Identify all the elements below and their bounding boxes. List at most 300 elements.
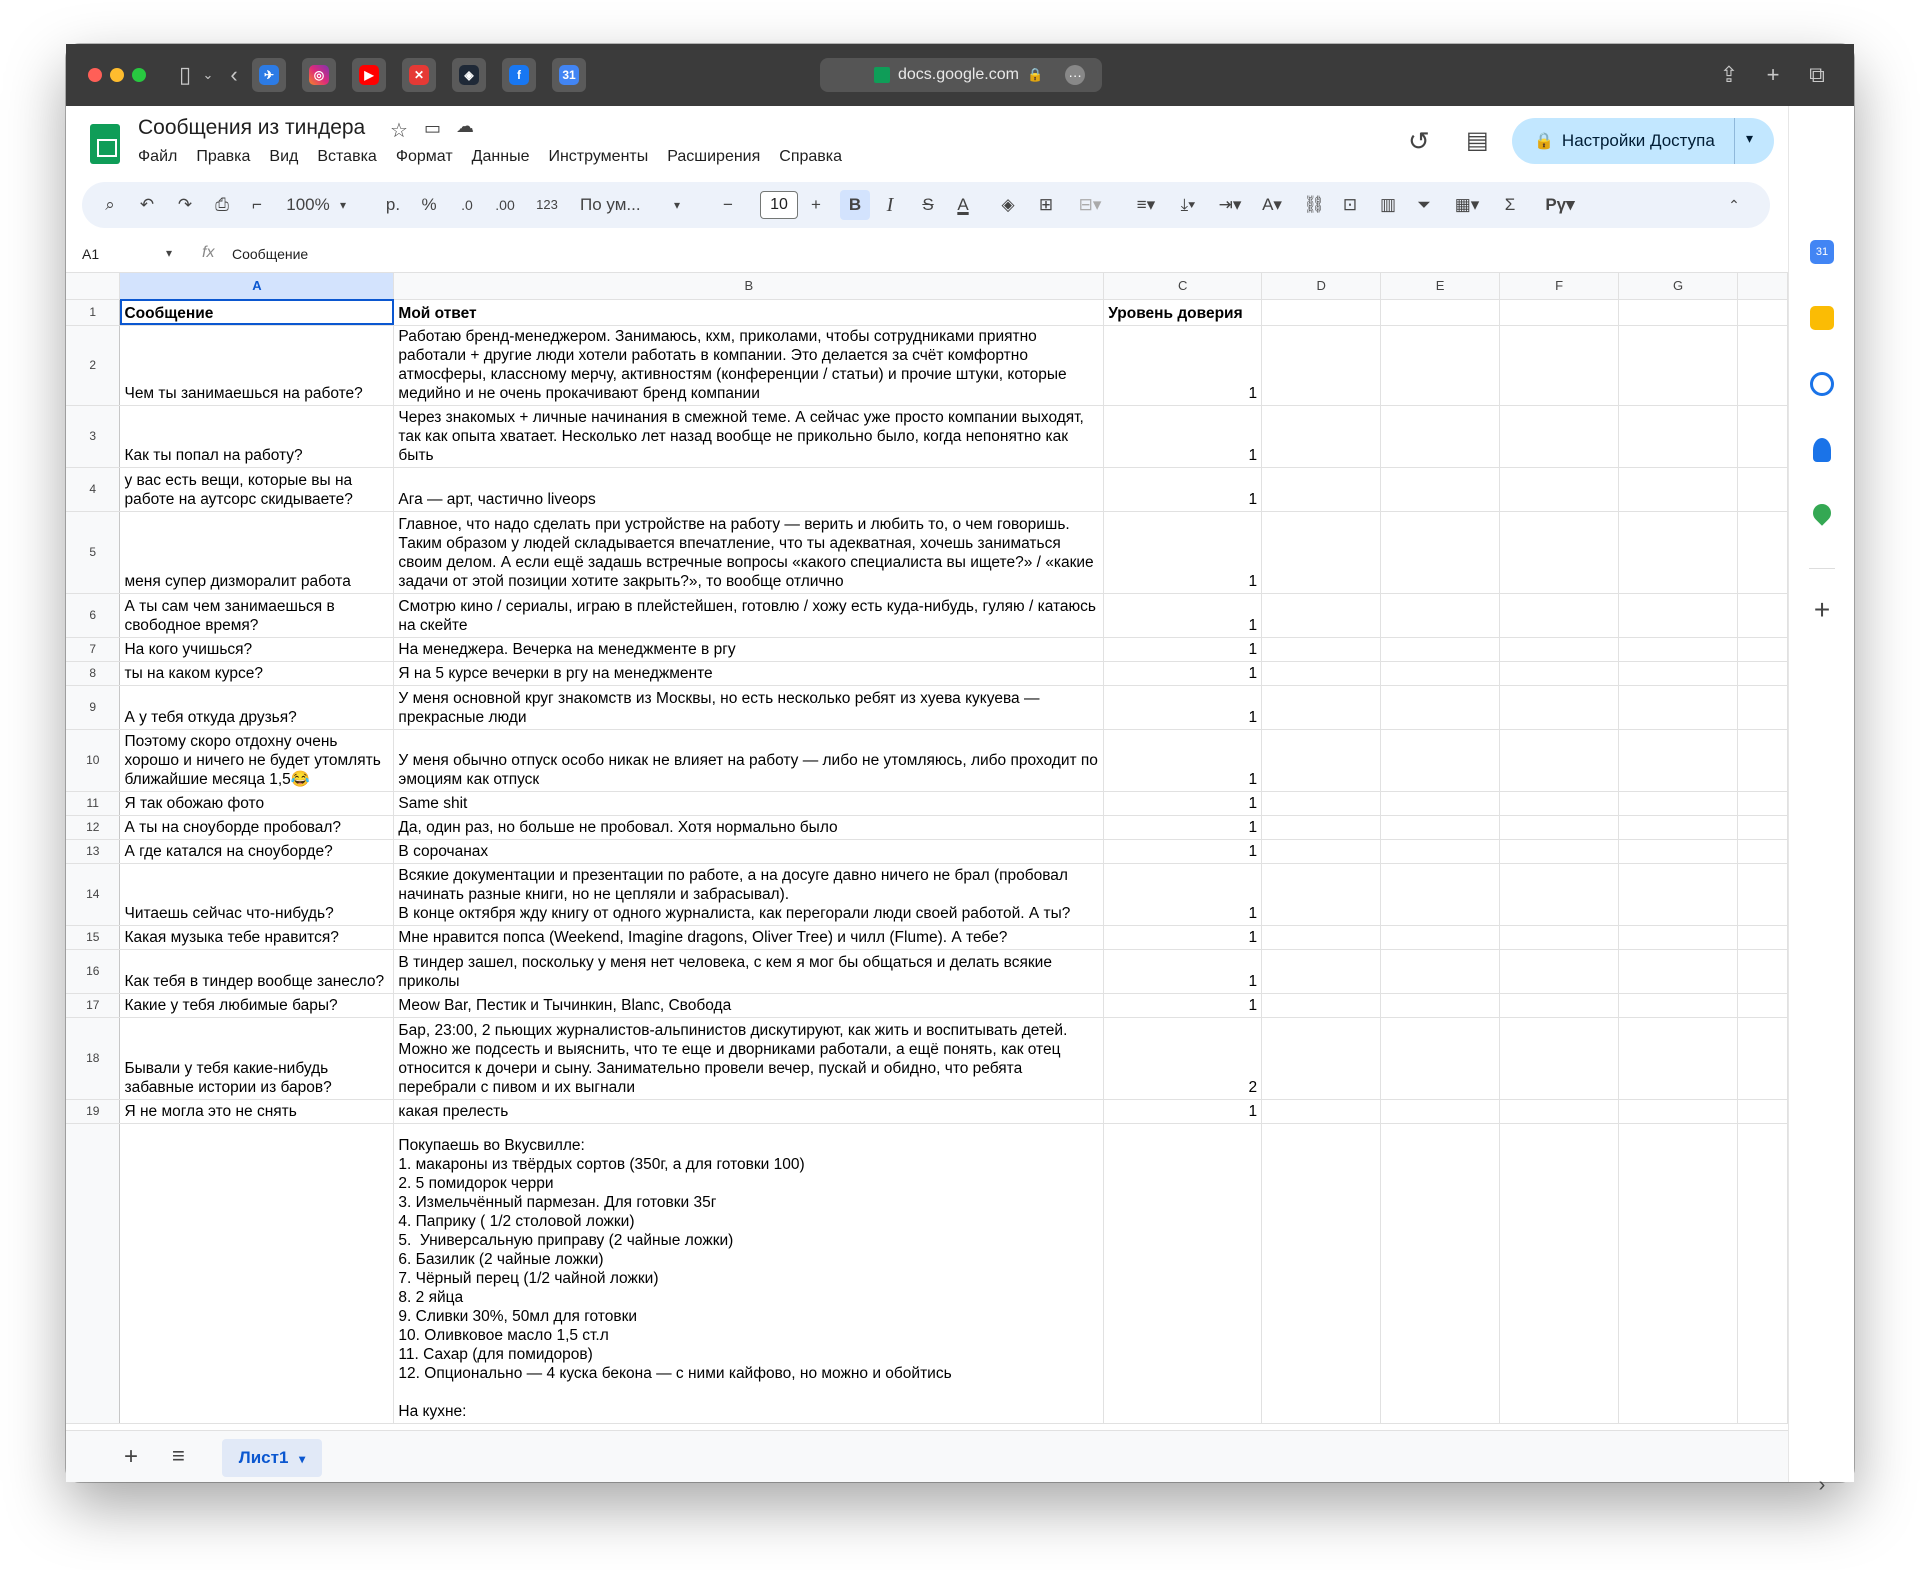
horizontal-align-icon[interactable]: ≡▾ bbox=[1136, 195, 1156, 214]
minimize-window-button[interactable] bbox=[110, 68, 124, 82]
cell-f[interactable] bbox=[1500, 511, 1619, 593]
cell-f[interactable] bbox=[1500, 467, 1619, 511]
sheets-favicon-icon bbox=[874, 67, 890, 83]
cell-f[interactable] bbox=[1500, 839, 1619, 863]
row-header[interactable]: 9 bbox=[66, 685, 120, 729]
font-size-input[interactable]: 10 bbox=[760, 191, 798, 219]
cell-e[interactable] bbox=[1381, 685, 1500, 729]
table-row bbox=[66, 1123, 1788, 1423]
cell-blank bbox=[1737, 1017, 1787, 1099]
cell-b[interactable]: Meow Bar, Пестик и Тычинкин, Blanc, Свобода bbox=[394, 993, 1104, 1017]
cell-e[interactable] bbox=[1381, 1123, 1500, 1423]
share-icon[interactable]: ⇪ bbox=[1719, 62, 1739, 87]
redo-icon[interactable]: ↷ bbox=[177, 195, 193, 214]
cell-f[interactable] bbox=[1500, 593, 1619, 637]
cell-b[interactable]: У меня обычно отпуск особо никак не влияет на работу — либо не утомляюсь, либо проходит по эмоциям как отпуск bbox=[394, 729, 1104, 791]
row-header[interactable]: 17 bbox=[66, 993, 120, 1017]
menu-edit[interactable]: Правка bbox=[196, 148, 251, 165]
column-header-f[interactable]: F bbox=[1500, 273, 1619, 299]
cell-c[interactable]: 2 bbox=[1104, 1017, 1262, 1099]
search-icon[interactable]: ⌕ bbox=[105, 195, 115, 214]
table-row bbox=[66, 863, 1788, 925]
cell-g[interactable] bbox=[1619, 839, 1738, 863]
row-header[interactable]: 11 bbox=[66, 791, 120, 815]
cell-g[interactable] bbox=[1619, 993, 1738, 1017]
cell-e[interactable] bbox=[1381, 925, 1500, 949]
input-tools-icon[interactable]: Pγ▾ bbox=[1545, 195, 1575, 214]
filter-icon[interactable]: ⏷ bbox=[1417, 195, 1431, 214]
calendar-icon[interactable]: 31 bbox=[1810, 240, 1834, 264]
sidebar-toggle-icon[interactable]: ▯ bbox=[178, 62, 192, 87]
cell-a[interactable]: Я не могла это не снять bbox=[120, 1099, 394, 1123]
cell-b[interactable]: Через знакомых + личные начинания в смежной теме. А сейчас уже просто компании выходят, так как опыта хватает. Несколько лет назад вообще не прикольно было, когда непонятно как быть bbox=[394, 405, 1104, 467]
keep-icon[interactable] bbox=[1810, 306, 1834, 330]
cell-b[interactable]: Бар, 23:00, 2 пьющих журналистов-альпинистов дискутируют, как жить и воспитывать детей. Можно же подсесть и выяснить, что те еще и дворниками работали, а ещё понять, как отец относится к дочери и сыну. Занимательно провели вечер, пускай и обидно, что ребята перебрали с пивом и их выгнали bbox=[394, 1017, 1104, 1099]
cell-c[interactable]: 1 bbox=[1104, 637, 1262, 661]
table-row bbox=[66, 661, 1788, 685]
select-all-corner[interactable] bbox=[66, 273, 120, 299]
text-wrap-icon[interactable]: ⇥▾ bbox=[1218, 195, 1242, 214]
cell-f[interactable] bbox=[1500, 925, 1619, 949]
vertical-align-icon[interactable]: ⤓▾ bbox=[1180, 195, 1196, 214]
cell-g[interactable] bbox=[1619, 593, 1738, 637]
cell-a[interactable]: Как ты попал на работу? bbox=[120, 405, 394, 467]
cell-f[interactable] bbox=[1500, 791, 1619, 815]
cell-c[interactable]: 1 bbox=[1104, 511, 1262, 593]
cell-e[interactable] bbox=[1381, 661, 1500, 685]
chevron-down-icon[interactable]: ▾ bbox=[339, 198, 347, 212]
cell-a[interactable]: у вас есть вещи, которые вы на работе на аутсорс скидываете? bbox=[120, 467, 394, 511]
spreadsheet-grid[interactable] bbox=[66, 272, 1788, 1430]
new-tab-icon[interactable]: + bbox=[1766, 62, 1780, 87]
cell-c[interactable]: 1 bbox=[1104, 1099, 1262, 1123]
currency-format-button[interactable]: р. bbox=[385, 195, 401, 214]
chevron-down-icon[interactable]: ▾ bbox=[299, 1452, 306, 1466]
sheets-logo-icon[interactable] bbox=[90, 124, 120, 164]
borders-icon[interactable]: ⊞ bbox=[1038, 195, 1054, 214]
row-header[interactable]: 3 bbox=[66, 405, 120, 467]
tab-facebook[interactable]: f bbox=[502, 58, 536, 92]
cell-blank bbox=[1737, 863, 1787, 925]
cell-blank bbox=[1737, 993, 1787, 1017]
cell-e[interactable] bbox=[1381, 815, 1500, 839]
row-header[interactable]: 15 bbox=[66, 925, 120, 949]
cell-b[interactable]: У меня основной круг знакомств из Москвы, но есть несколько ребят из хуева кукуева — прекрасные люди bbox=[394, 685, 1104, 729]
table-row bbox=[66, 993, 1788, 1017]
table-row bbox=[66, 405, 1788, 467]
cell-g[interactable] bbox=[1619, 1017, 1738, 1099]
tab-youtube[interactable]: ▶ bbox=[352, 58, 386, 92]
row-header[interactable]: 16 bbox=[66, 949, 120, 993]
cell-a[interactable]: Я так обожаю фото bbox=[120, 791, 394, 815]
row-header[interactable]: 18 bbox=[66, 1017, 120, 1099]
cell-c[interactable]: 1 bbox=[1104, 863, 1262, 925]
cell-c[interactable]: 1 bbox=[1104, 815, 1262, 839]
paint-format-icon[interactable]: ⌐ bbox=[252, 195, 262, 214]
lock-icon: 🔒 bbox=[1026, 67, 1044, 82]
cell-d[interactable] bbox=[1262, 1123, 1381, 1423]
cell-f[interactable] bbox=[1500, 661, 1619, 685]
show-side-panel-icon[interactable]: › bbox=[1818, 1474, 1826, 1496]
cell-g[interactable] bbox=[1619, 637, 1738, 661]
column-header-e[interactable]: E bbox=[1381, 273, 1500, 299]
cell-c[interactable]: 1 bbox=[1104, 467, 1262, 511]
cell-c[interactable]: 1 bbox=[1104, 685, 1262, 729]
cell-d[interactable] bbox=[1262, 299, 1381, 325]
cell-f[interactable] bbox=[1500, 299, 1619, 325]
row-header[interactable]: 7 bbox=[66, 637, 120, 661]
row-header[interactable]: 13 bbox=[66, 839, 120, 863]
menu-format[interactable]: Формат bbox=[395, 148, 453, 165]
cell-blank bbox=[1737, 949, 1787, 993]
zoom-select[interactable]: 100% bbox=[286, 195, 330, 214]
cell-d[interactable] bbox=[1262, 1017, 1381, 1099]
cell-blank bbox=[1737, 325, 1787, 405]
cell-c[interactable]: 1 bbox=[1104, 661, 1262, 685]
cell-d[interactable] bbox=[1262, 993, 1381, 1017]
decrease-decimal-button[interactable]: .0 bbox=[461, 197, 473, 213]
cell-blank bbox=[1737, 685, 1787, 729]
cell-d[interactable] bbox=[1262, 325, 1381, 405]
cell-g[interactable] bbox=[1619, 729, 1738, 791]
cell-g[interactable] bbox=[1619, 815, 1738, 839]
row-header[interactable] bbox=[66, 1123, 120, 1423]
column-header-a[interactable]: A bbox=[120, 273, 394, 299]
table-row bbox=[66, 593, 1788, 637]
italic-button[interactable]: I bbox=[886, 194, 894, 216]
cell-blank bbox=[1737, 661, 1787, 685]
menu-file[interactable]: Файл bbox=[138, 148, 178, 165]
menu-insert[interactable]: Вставка bbox=[317, 148, 377, 165]
document-title[interactable]: Сообщения из тиндера bbox=[138, 116, 366, 139]
functions-icon[interactable]: Σ bbox=[1504, 195, 1516, 214]
table-row bbox=[66, 729, 1788, 791]
chevron-down-icon[interactable]: ▾ bbox=[1746, 130, 1754, 146]
cell-d[interactable] bbox=[1262, 815, 1381, 839]
collapse-menus-icon[interactable]: ⌃ bbox=[1728, 197, 1740, 213]
address-bar[interactable] bbox=[820, 58, 1102, 92]
row-header[interactable]: 2 bbox=[66, 325, 120, 405]
name-box[interactable]: A1 bbox=[82, 246, 100, 262]
menu-view[interactable]: Вид bbox=[269, 148, 299, 165]
tasks-icon[interactable] bbox=[1810, 372, 1834, 396]
menu-tools[interactable]: Инструменты bbox=[548, 148, 649, 165]
cell-a[interactable] bbox=[120, 1123, 394, 1423]
cell-e[interactable] bbox=[1381, 299, 1500, 325]
all-sheets-icon[interactable]: ≡ bbox=[172, 1443, 185, 1468]
cell-g[interactable] bbox=[1619, 1123, 1738, 1423]
formula-bar bbox=[66, 240, 1788, 270]
row-header[interactable]: 14 bbox=[66, 863, 120, 925]
cell-c[interactable] bbox=[1104, 1123, 1262, 1423]
version-history-icon[interactable]: ↺ bbox=[1408, 126, 1430, 156]
cell-f[interactable] bbox=[1500, 1099, 1619, 1123]
sheet-tab-label: Лист1 bbox=[238, 1448, 289, 1467]
chevron-down-icon[interactable]: ▾ bbox=[673, 198, 681, 212]
cell-blank bbox=[1737, 1099, 1787, 1123]
cell-d[interactable] bbox=[1262, 839, 1381, 863]
table-row bbox=[66, 299, 1788, 325]
text-color-button[interactable]: A bbox=[957, 195, 969, 214]
bold-button[interactable]: B bbox=[840, 190, 870, 220]
cell-f[interactable] bbox=[1500, 863, 1619, 925]
cell-d[interactable] bbox=[1262, 791, 1381, 815]
cell-a[interactable]: Бывали у тебя какие-нибудь забавные истории из баров? bbox=[120, 1017, 394, 1099]
formula-input[interactable]: Сообщение bbox=[232, 246, 309, 262]
url-text: docs.google.com bbox=[898, 66, 1019, 83]
cell-b[interactable]: Покупаешь во Вкусвилле: 1. макароны из твёрдых сортов (350г, а для готовки 100) 2. 5 помидорок черри 3. Измельчённый пармезан. Для готовки 35г 4. Паприку ( 1/2 столовой ложки) 5. Универсальную приправу (2 чайные ложки) 6. Базилик (2 чайные ложки) 7. Чёрный перец (1/2 чайной ложки) 8. 2 яйца 9. Сливки 30%, 50мл для готовки 10. Оливковое масло 1,5 ст.л 11. Сахар (для помидоров) 12. Опционально — 4 куска бекона — с ними кайфово, но можно и обойтись На кухне: bbox=[394, 1123, 1104, 1423]
cell-b[interactable]: Мой ответ bbox=[394, 299, 1104, 325]
column-header-c[interactable]: C bbox=[1104, 273, 1262, 299]
cell-b[interactable]: В сорочанах bbox=[394, 839, 1104, 863]
cell-e[interactable] bbox=[1381, 993, 1500, 1017]
cell-a[interactable]: На кого учишься? bbox=[120, 637, 394, 661]
cell-a[interactable]: Какая музыка тебе нравится? bbox=[120, 925, 394, 949]
side-panel bbox=[1788, 106, 1854, 1496]
cell-e[interactable] bbox=[1381, 325, 1500, 405]
more-icon[interactable]: … bbox=[1065, 65, 1085, 85]
cell-c[interactable]: 1 bbox=[1104, 325, 1262, 405]
font-select[interactable]: По ум... bbox=[580, 195, 641, 214]
font-size-increase-button[interactable]: + bbox=[811, 195, 821, 214]
tab-testflight[interactable]: ✈ bbox=[252, 58, 286, 92]
add-sheet-icon[interactable]: + bbox=[124, 1443, 139, 1470]
cell-f[interactable] bbox=[1500, 993, 1619, 1017]
cell-b[interactable]: Да, один раз, но больше не пробовал. Хотя нормально было bbox=[394, 815, 1104, 839]
cell-g[interactable] bbox=[1619, 661, 1738, 685]
cell-g[interactable] bbox=[1619, 925, 1738, 949]
cell-d[interactable] bbox=[1262, 593, 1381, 637]
cell-c[interactable]: Уровень доверия bbox=[1104, 299, 1262, 325]
cell-e[interactable] bbox=[1381, 511, 1500, 593]
row-header[interactable]: 12 bbox=[66, 815, 120, 839]
lock-icon: 🔒 bbox=[1534, 133, 1554, 150]
cell-blank bbox=[1737, 791, 1787, 815]
cell-a[interactable]: меня супер дизморалит работа bbox=[120, 511, 394, 593]
cell-f[interactable] bbox=[1500, 325, 1619, 405]
cell-b[interactable]: Главное, что надо сделать при устройстве на работу — верить и любить то, о чем говоришь. Таким образом у людей складывается впечатление, что ты адекватная, хочешь заниматься своим делом. А если ещё задашь встречные вопросы «какого специалиста вы ищете?» / «какие задачи от этой позиции хотите закрыть?», то вообще отлично bbox=[394, 511, 1104, 593]
cell-e[interactable] bbox=[1381, 637, 1500, 661]
cell-b[interactable]: В тиндер зашел, поскольку у меня нет человека, с кем я мог бы общаться и делать всякие приколы bbox=[394, 949, 1104, 993]
cell-g[interactable] bbox=[1619, 863, 1738, 925]
cell-c[interactable]: 1 bbox=[1104, 791, 1262, 815]
cell-c[interactable]: 1 bbox=[1104, 405, 1262, 467]
cell-a[interactable]: ты на каком курсе? bbox=[120, 661, 394, 685]
cell-b[interactable]: Работаю бренд-менеджером. Занимаюсь, кхм, приколами, чтобы сотрудниками приятно работали + другие люди хотели работать в компании. Это делается за счёт комфортно атмосферы, классному мерчу, активностям (конференции / статьи) и прочие штуки, которые медийно и не очень прокачивают бренд компании bbox=[394, 325, 1104, 405]
cell-blank bbox=[1737, 815, 1787, 839]
tab-chatgpt[interactable]: ◈ bbox=[452, 58, 486, 92]
cell-g[interactable] bbox=[1619, 299, 1738, 325]
column-header-b[interactable]: B bbox=[394, 273, 1104, 299]
cell-d[interactable] bbox=[1262, 685, 1381, 729]
cell-blank bbox=[1737, 839, 1787, 863]
row-header[interactable]: 4 bbox=[66, 467, 120, 511]
table-row bbox=[66, 949, 1788, 993]
cell-a[interactable]: Чем ты занимаешься на работе? bbox=[120, 325, 394, 405]
cell-blank bbox=[1737, 511, 1787, 593]
share-label: Настройки Доступа bbox=[1561, 131, 1715, 150]
cell-a[interactable]: А ты на сноуборде пробовал? bbox=[120, 815, 394, 839]
cell-blank bbox=[1737, 299, 1787, 325]
back-arrow-icon[interactable]: ‹ bbox=[230, 62, 238, 87]
number-format-button[interactable]: 123 bbox=[536, 197, 558, 212]
table-row bbox=[66, 1017, 1788, 1099]
cell-f[interactable] bbox=[1500, 405, 1619, 467]
cell-a[interactable]: Как тебя в тиндер вообще занесло? bbox=[120, 949, 394, 993]
column-header-g[interactable]: G bbox=[1619, 273, 1738, 299]
table-row bbox=[66, 925, 1788, 949]
maps-icon[interactable] bbox=[1809, 500, 1834, 525]
cell-e[interactable] bbox=[1381, 863, 1500, 925]
menu-bar bbox=[138, 148, 861, 166]
tab-app[interactable]: ✕ bbox=[402, 58, 436, 92]
toolbar bbox=[82, 182, 1770, 228]
cloud-status-icon[interactable]: ☁ bbox=[456, 116, 474, 136]
sheet-tab[interactable] bbox=[222, 1439, 322, 1477]
column-header-d[interactable]: D bbox=[1262, 273, 1381, 299]
cell-e[interactable] bbox=[1381, 593, 1500, 637]
cell-g[interactable] bbox=[1619, 685, 1738, 729]
menu-help[interactable]: Справка bbox=[779, 148, 843, 165]
insert-chart-icon[interactable]: ▥ bbox=[1379, 195, 1397, 214]
cell-e[interactable] bbox=[1381, 405, 1500, 467]
cell-b[interactable]: Всякие документации и презентации по работе, а на досуге давно ничего не брал (пробовал начинать разные книги, но не цепляли и забрасывал). В конце октября жду книгу от одного журналиста, как перегорали люди своей работой. А ты? bbox=[394, 863, 1104, 925]
browser-window bbox=[66, 44, 1854, 1496]
add-addon-icon[interactable]: + bbox=[1813, 594, 1831, 625]
strikethrough-button[interactable]: S bbox=[922, 195, 934, 214]
table-row bbox=[66, 815, 1788, 839]
cell-f[interactable] bbox=[1500, 637, 1619, 661]
cell-e[interactable] bbox=[1381, 839, 1500, 863]
cell-b[interactable]: Мне нравится попса (Weekend, Imagine dragons, Oliver Tree) и чилл (Flume). А тебе? bbox=[394, 925, 1104, 949]
text-rotation-icon[interactable]: A▾ bbox=[1262, 195, 1282, 214]
cell-g[interactable] bbox=[1619, 949, 1738, 993]
cell-b[interactable]: Same shit bbox=[394, 791, 1104, 815]
row-header[interactable]: 6 bbox=[66, 593, 120, 637]
cell-a[interactable]: Читаешь сейчас что-нибудь? bbox=[120, 863, 394, 925]
cell-e[interactable] bbox=[1381, 1017, 1500, 1099]
table-row bbox=[66, 325, 1788, 405]
cell-f[interactable] bbox=[1500, 815, 1619, 839]
cell-e[interactable] bbox=[1381, 949, 1500, 993]
menu-extensions[interactable]: Расширения bbox=[667, 148, 761, 165]
cell-d[interactable] bbox=[1262, 661, 1381, 685]
cell-e[interactable] bbox=[1381, 729, 1500, 791]
cell-a[interactable]: А где катался на сноуборде? bbox=[120, 839, 394, 863]
row-header[interactable]: 5 bbox=[66, 511, 120, 593]
row-header[interactable]: 10 bbox=[66, 729, 120, 791]
row-header[interactable]: 8 bbox=[66, 661, 120, 685]
cell-d[interactable] bbox=[1262, 511, 1381, 593]
filter-views-icon[interactable]: ▦▾ bbox=[1454, 195, 1480, 214]
fill-color-icon[interactable]: ◈ bbox=[1001, 195, 1015, 214]
cell-f[interactable] bbox=[1500, 949, 1619, 993]
cell-d[interactable] bbox=[1262, 949, 1381, 993]
cell-f[interactable] bbox=[1500, 729, 1619, 791]
insert-link-icon[interactable]: ⛓ bbox=[1303, 195, 1325, 214]
cell-d[interactable] bbox=[1262, 729, 1381, 791]
cell-g[interactable] bbox=[1619, 467, 1738, 511]
cell-g[interactable] bbox=[1619, 791, 1738, 815]
cell-a[interactable]: Поэтому скоро отдохну очень хорошо и ничего не будет утомлять ближайшие месяца 1,5😂 bbox=[120, 729, 394, 791]
table-row bbox=[66, 839, 1788, 863]
row-header[interactable]: 1 bbox=[66, 299, 120, 325]
cell-f[interactable] bbox=[1500, 1017, 1619, 1099]
move-folder-icon[interactable]: ▭ bbox=[424, 118, 442, 138]
row-header[interactable]: 19 bbox=[66, 1099, 120, 1123]
cell-blank bbox=[1737, 637, 1787, 661]
star-icon[interactable]: ☆ bbox=[390, 120, 408, 142]
cell-d[interactable] bbox=[1262, 863, 1381, 925]
contacts-icon[interactable] bbox=[1813, 438, 1831, 462]
cell-b[interactable]: Ага — арт, частично liveops bbox=[394, 467, 1104, 511]
chevron-down-icon[interactable]: ▾ bbox=[166, 246, 173, 260]
cell-c[interactable]: 1 bbox=[1104, 729, 1262, 791]
cell-c[interactable]: 1 bbox=[1104, 993, 1262, 1017]
cell-g[interactable] bbox=[1619, 1099, 1738, 1123]
table-row bbox=[66, 511, 1788, 593]
cell-f[interactable] bbox=[1500, 1123, 1619, 1423]
cell-e[interactable] bbox=[1381, 791, 1500, 815]
zoom-window-button[interactable] bbox=[132, 68, 146, 82]
insert-comment-icon[interactable]: ⊡ bbox=[1342, 195, 1358, 214]
cell-a[interactable]: Какие у тебя любимые бары? bbox=[120, 993, 394, 1017]
cell-c[interactable]: 1 bbox=[1104, 839, 1262, 863]
print-icon[interactable]: ⎙ bbox=[215, 195, 229, 214]
increase-decimal-button[interactable]: .00 bbox=[495, 197, 515, 213]
column-header-blank bbox=[1737, 273, 1787, 299]
cell-a[interactable]: Сообщение bbox=[120, 299, 394, 325]
comments-icon[interactable]: ▤ bbox=[1466, 127, 1489, 154]
cell-c[interactable]: 1 bbox=[1104, 925, 1262, 949]
close-window-button[interactable] bbox=[88, 68, 102, 82]
cell-a[interactable]: А ты сам чем занимаешься в свободное время? bbox=[120, 593, 394, 637]
cell-b[interactable]: На менеджера. Вечерка на менеджменте в ргу bbox=[394, 637, 1104, 661]
cell-g[interactable] bbox=[1619, 511, 1738, 593]
cell-blank bbox=[1737, 925, 1787, 949]
cell-d[interactable] bbox=[1262, 1099, 1381, 1123]
share-button[interactable] bbox=[1512, 118, 1774, 164]
browser-titlebar bbox=[66, 44, 1854, 106]
cell-c[interactable]: 1 bbox=[1104, 593, 1262, 637]
cell-b[interactable]: Я на 5 курсе вечерки в ргу на менеджменте bbox=[394, 661, 1104, 685]
font-size-decrease-button[interactable]: − bbox=[723, 195, 733, 214]
cell-d[interactable] bbox=[1262, 405, 1381, 467]
cell-g[interactable] bbox=[1619, 405, 1738, 467]
cell-b[interactable]: Смотрю кино / сериалы, играю в плейстейшен, готовлю / хожу есть куда-нибудь, гуляю / катаюсь на скейте bbox=[394, 593, 1104, 637]
cell-d[interactable] bbox=[1262, 925, 1381, 949]
cell-f[interactable] bbox=[1500, 685, 1619, 729]
table-row bbox=[66, 1099, 1788, 1123]
cell-g[interactable] bbox=[1619, 325, 1738, 405]
cell-a[interactable]: А у тебя откуда друзья? bbox=[120, 685, 394, 729]
cell-b[interactable]: какая прелесть bbox=[394, 1099, 1104, 1123]
cell-c[interactable]: 1 bbox=[1104, 949, 1262, 993]
cell-d[interactable] bbox=[1262, 637, 1381, 661]
cell-d[interactable] bbox=[1262, 467, 1381, 511]
menu-data[interactable]: Данные bbox=[471, 148, 530, 165]
tab-instagram[interactable]: ◎ bbox=[302, 58, 336, 92]
tab-overview-icon[interactable]: ⧉ bbox=[1809, 62, 1825, 87]
sheet-tabs-bar bbox=[66, 1430, 1788, 1482]
merge-cells-icon[interactable]: ⊟▾ bbox=[1078, 195, 1102, 214]
chevron-down-icon[interactable]: ⌄ bbox=[202, 67, 214, 82]
tab-calendar[interactable]: 31 bbox=[552, 58, 586, 92]
undo-icon[interactable]: ↶ bbox=[139, 195, 155, 214]
cell-e[interactable] bbox=[1381, 1099, 1500, 1123]
percent-format-button[interactable]: % bbox=[421, 195, 437, 214]
cell-e[interactable] bbox=[1381, 467, 1500, 511]
